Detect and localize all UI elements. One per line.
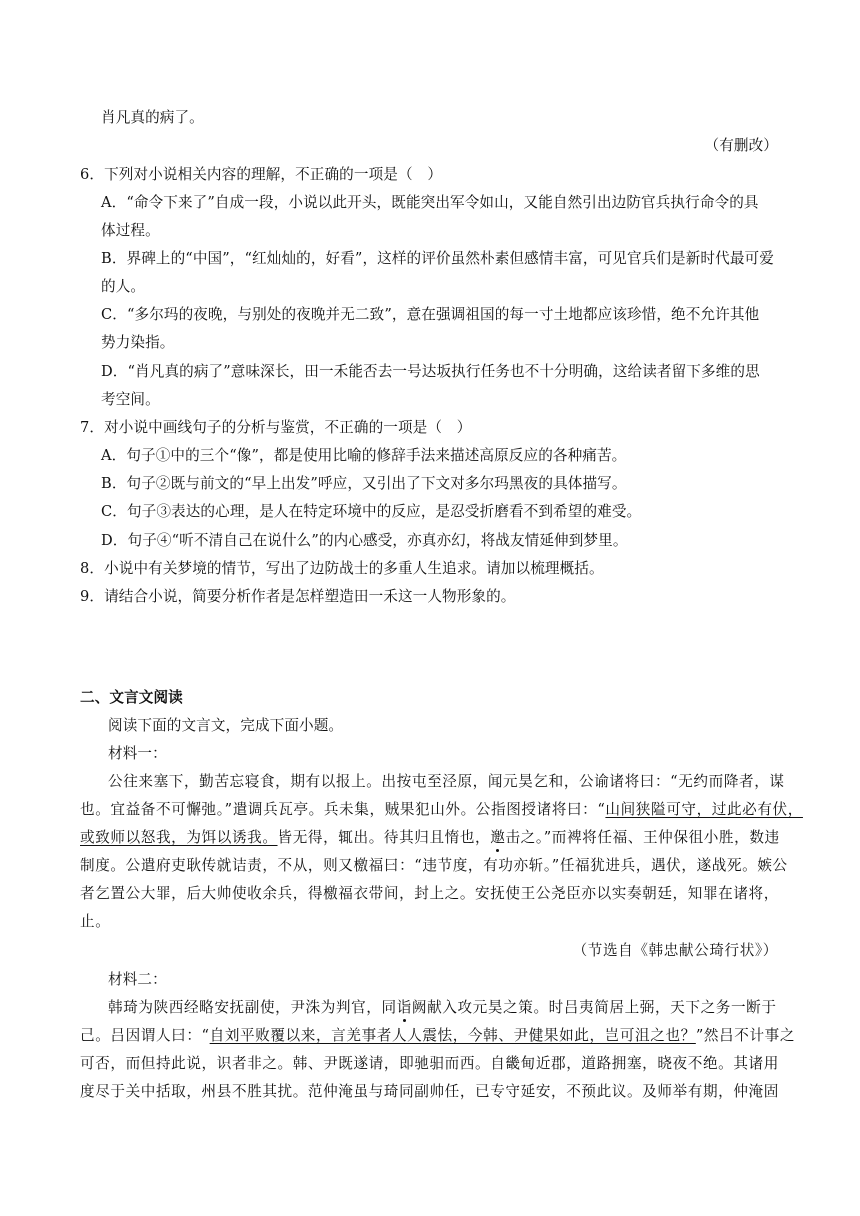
question-6-option-c: C．“多尔玛的夜晚，与别处的夜晚并无二致”，意在强调祖国的每一寸土地都应该珍惜，绝不允许其他 (101, 306, 760, 323)
question-6-option-a-cont: 体过程。 (101, 222, 160, 239)
section-2-instruction: 阅读下面的文言文，完成下面小题。 (108, 717, 344, 734)
underlined-sentence: 山间狭隘可守，过此必有伏， (605, 801, 803, 818)
question-6-option-b-cont: 的人。 (101, 278, 146, 295)
material-2-line-1: 韩琦为陕西经略安抚副使，尹洙为判官，同诣阙献入攻元昊之策。时吕夷简居上弼，天下之务一断于 (108, 999, 777, 1016)
source-note: （有删改） (704, 137, 778, 154)
material-1-line-4: 制度。公遣府吏耿传就诘责，不从，则又檄福曰：“违节度，有功亦斩。”任福犹进兵，遇伏，遂战死。嫉公 (80, 857, 788, 874)
question-7-option-c: C．句子③表达的心理，是人在特定环境中的反应，是忍受折磨看不到希望的难受。 (101, 503, 642, 520)
question-6-option-b: B．界碑上的“中国”，“红灿灿的，好看”，这样的评价虽然朴素但感情丰富，可见官兵们是新时代最可爱 (101, 250, 774, 267)
question-7-option-a: A．句子①中的三个“像”，都是使用比喻的修辞手法来描述高原反应的各种痛苦。 (101, 447, 627, 464)
underlined-sentence: 自刘平败覆以来，言羌事者人人震怯，今韩、尹健果如此，岂可沮之也？ (209, 1027, 696, 1044)
material-1-line-6: 止。 (80, 913, 111, 930)
question-7-stem: 7．对小说中画线句子的分析与鉴赏，不正确的一项是（ ） (80, 419, 472, 436)
question-6-option-a: A．“命令下来了”自成一段，小说以此开头，既能突出军令如山，又能自然引出边防官兵执行命令的具 (101, 194, 759, 211)
story-end-line: 肖凡真的病了。 (101, 109, 204, 126)
question-6-option-d-cont: 考空间。 (101, 391, 160, 408)
question-6-option-d: D．“肖凡真的病了”意味深长，田一禾能否去一号达坂执行任务也不十分明确，这给读者留下多维的思 (101, 363, 760, 380)
question-6-stem: 6．下列对小说相关内容的理解，不正确的一项是（ ） (80, 166, 443, 183)
section-2-heading: 二、文言文阅读 (80, 689, 183, 706)
material-2-line-4: 度尽于关中括取，州县不胜其扰。范仲淹虽与琦同副帅任，已专守延安，不预此议。及师举有期，仲淹固 (80, 1083, 779, 1100)
question-7-option-b: B．句子②既与前文的“早上出发”呼应，又引出了下文对多尔玛黑夜的具体描写。 (101, 475, 627, 492)
question-8: 8．小说中有关梦境的情节，写出了边防战士的多重人生追求。请加以梳理概括。 (80, 560, 604, 577)
material-2-line-2: 己。吕因谓人曰：“自刘平败覆以来，言羌事者人人震怯，今韩、尹健果如此，岂可沮之也？”然吕不计事之 (80, 1027, 796, 1044)
material-1-label: 材料一： (108, 745, 167, 762)
question-6-option-c-cont: 势力染指。 (101, 334, 175, 351)
dotted-character: 诣 (396, 999, 412, 1016)
dotted-character: 邀 (490, 829, 506, 846)
question-7-option-d: D．句子④“听不清自己在说什么”的内心感受，亦真亦幻，将战友情延伸到梦里。 (101, 532, 628, 549)
material-2-label: 材料二： (108, 971, 167, 988)
underlined-sentence-cont: 或致师以怒我，为饵以诱我。 (80, 829, 278, 846)
material-1-line-1: 公往来塞下，勤苦忘寝食，期有以报上。出按屯至泾原，闻元昊乞和，公谕诸将曰：“无约而降者，谋 (108, 773, 785, 790)
material-2-line-3: 可否，而但持此说，识者非之。韩、尹既遂请，即驰驲而西。自畿甸近郡，道路拥塞，晓夜不绝。其诸用 (80, 1055, 779, 1072)
material-1-line-5: 者乞置公大罪，后大帅使收余兵，得檄福衣带间，封上之。安抚使王公尧臣亦以实奏朝廷，知罪在诸将， (80, 885, 779, 902)
material-1-source: （节选自《韩忠献公琦行状》） (572, 942, 778, 959)
question-9: 9．请结合小说，简要分析作者是怎样塑造田一禾这一人物形象的。 (80, 588, 516, 605)
material-1-line-2: 也。宜益备不可懈弛。”遣调兵瓦亭。兵未集，贼果犯山外。公指图授诸将曰：“山间狭隘可守，过此必有伏， (80, 801, 803, 818)
material-1-line-3: 或致师以怒我，为饵以诱我。皆无得，辄出。待其归且惰也，邀击之。”而裨将任福、王仲保徂小胜，数违 (80, 829, 780, 846)
